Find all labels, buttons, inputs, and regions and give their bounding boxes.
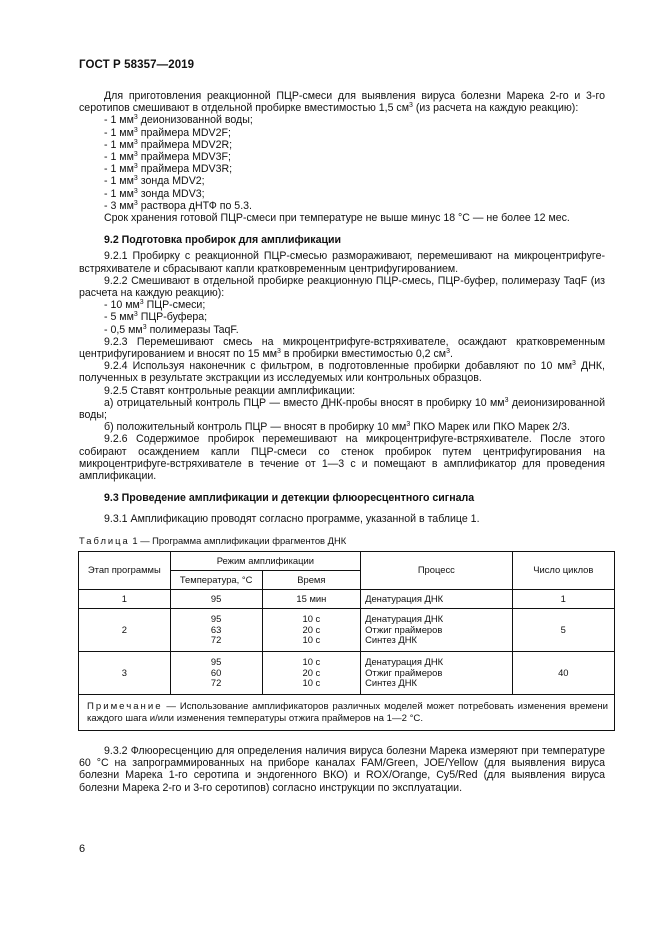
temperature-cell: 95 63 72 [170, 608, 262, 651]
time-cell: 10 с 20 с 10 с [262, 608, 360, 651]
process-cell: Денатурация ДНК [361, 589, 512, 608]
section-heading-9-3: 9.3 Проведение амплификации и детекции флюоресцентного сигнала [104, 492, 475, 505]
list-item: - 1 $мм^3$ зонда MDV2; [104, 175, 205, 188]
table-row [79, 608, 615, 651]
paragraph-9-2-4: 9.2.4 Используя наконечник с фильтром, в подготовленные пробирки добавляют по 10 $мм^3$ ДНК, полученных в результате экстракции из исследуемых или контрольных образцов. [79, 360, 605, 385]
stage-cell: 1 [79, 589, 171, 608]
list-item: - 1 $мм^3$ праймера MDV3F; [104, 151, 231, 164]
list-item: - 1 $мм^3$ праймера MDV2R; [104, 138, 233, 151]
list-item: - 1 $мм^3$ деионизованной воды; [104, 114, 253, 127]
paragraph-9-3-2: 9.3.2 Флюоресценцию для определения наличия вируса болезни Марека измеряют при температуре 60 °C на запрограммированных на приборе каналах FAM/Green, JOE/Yellow (для выявления вируса болезни Марека 1-го серотипа и эндогенного ВКО) и ROX/Orange, Cy5/Red (для выявления вируса болезни Марека 2-го и 3-го серотипов) согласно инструкции по эксплуатации. [79, 744, 605, 794]
header-temperature: Температура, °C [170, 570, 262, 589]
header-mode: Режим амплификации [170, 551, 360, 570]
header-process: Процесс [361, 551, 512, 589]
time-cell: 10 с 20 с 10 с [262, 651, 360, 694]
cycles-cell: 1 [512, 589, 614, 608]
list-item: - 10 $мм^3$ ПЦР-смеси; [104, 299, 206, 312]
page-number: 6 [79, 843, 86, 855]
temperature-cell: 95 [170, 589, 262, 608]
table-row [79, 651, 615, 694]
table-row [79, 589, 615, 608]
header-time: Время [262, 570, 360, 589]
paragraph-9-2-6: 9.2.6 Содержимое пробирок перемешивают на микроцентрифуге-встряхивателе. После этого собирают осаждением капли ПЦР-смеси со стенок пробирок путем центрифугирования на микроцентрифуге-встряхивателе в течение от 1—3 с и помещают в амплификатор для проведения амплификации. [79, 433, 605, 483]
intro-paragraph: Для приготовления реакционной ПЦР-смеси для выявления вируса болезни Марека 2-го и 3-го серотипов смешивают в отдельной пробирке вместимостью 1,5 $см^3$ (из расчета на каждую реакцию): [79, 90, 605, 115]
table-caption: Таблица 1 — Программа амплификации фрагментов ДНК [79, 534, 347, 546]
paragraph-9-2-5: 9.2.5 Ставят контрольные реакции амплификации: [104, 384, 356, 397]
list-item: - 3 $мм^3$ раствора дНТФ по 5.3. [104, 199, 252, 212]
paragraph-9-2-5-a: а) отрицательный контроль ПЦР — вместо ДНК-пробы вносят в пробирку 10 $мм^3$ деионизированной воды; [79, 396, 605, 422]
table-note-row [79, 694, 615, 730]
paragraph-9-2-1: 9.2.1 Пробирку с реакционной ПЦР-смесью размораживают, перемешивают на микроцентрифуге-встряхивателе и сбрасывают капли кратковременным центрифугированием. [79, 250, 605, 275]
standard-header: ГОСТ Р 58357—2019 [79, 59, 195, 71]
table-header-row [79, 551, 615, 570]
cycles-cell: 40 [512, 651, 614, 694]
storage-paragraph: Срок хранения готовой ПЦР-смеси при температуре не выше минус 18 °C — не более 12 мес. [104, 212, 570, 225]
list-item: - 5 $мм^3$ ПЦР-буфера; [104, 311, 208, 324]
header-stage: Этап программы [79, 551, 171, 589]
reagent-list [79, 114, 605, 212]
amplification-program-table [78, 551, 615, 731]
paragraph-9-3-1: 9.3.1 Амплификацию проводят согласно программе, указанной в таблице 1. [104, 512, 480, 525]
stage-cell: 2 [79, 608, 171, 651]
stage-cell: 3 [79, 651, 171, 694]
process-cell: Денатурация ДНК Отжиг праймеров Синтез ДНК [361, 608, 512, 651]
page-content [79, 90, 608, 794]
time-cell: 15 мин [262, 589, 360, 608]
list-item: - 1 $мм^3$ праймера MDV2F; [104, 126, 231, 139]
list-item: - 0,5 $мм^3$ полимеразы TaqF. [104, 323, 239, 336]
header-cycles: Число циклов [512, 551, 614, 589]
list-item: - 1 $мм^3$ зонда MDV3; [104, 187, 205, 200]
section-heading-9-2: 9.2 Подготовка пробирок для амплификации [104, 234, 342, 247]
table-note: Примечание — Использование амплификаторов различных моделей может потребовать изменения времени каждого шага и/или изменения температуры отжига праймеров на 1—2 °С. [79, 694, 615, 730]
mix-list [79, 299, 605, 336]
temperature-cell: 95 60 72 [170, 651, 262, 694]
cycles-cell: 5 [512, 608, 614, 651]
process-cell: Денатурация ДНК Отжиг праймеров Синтез ДНК [361, 651, 512, 694]
paragraph-9-2-3: 9.2.3 Перемешивают смесь на микроцентрифуге-встряхивателе, осаждают кратковременным центрифугированием и вносят по 15 $мм^3$ в пробирки вместимостью 0,2 $см^3$. [79, 335, 605, 361]
paragraph-9-2-2: 9.2.2 Смешивают в отдельной пробирке реакционную ПЦР-смесь, ПЦР-буфер, полимеразу TaqF (из расчета на каждую реакцию): [79, 274, 605, 300]
list-item: - 1 $мм^3$ праймера MDV3R; [104, 163, 233, 176]
paragraph-9-2-5-b: б) положительный контроль ПЦР — вносят в пробирку 10 $мм^3$ ПКО Марек или ПКО Марек 2/3. [104, 421, 570, 434]
